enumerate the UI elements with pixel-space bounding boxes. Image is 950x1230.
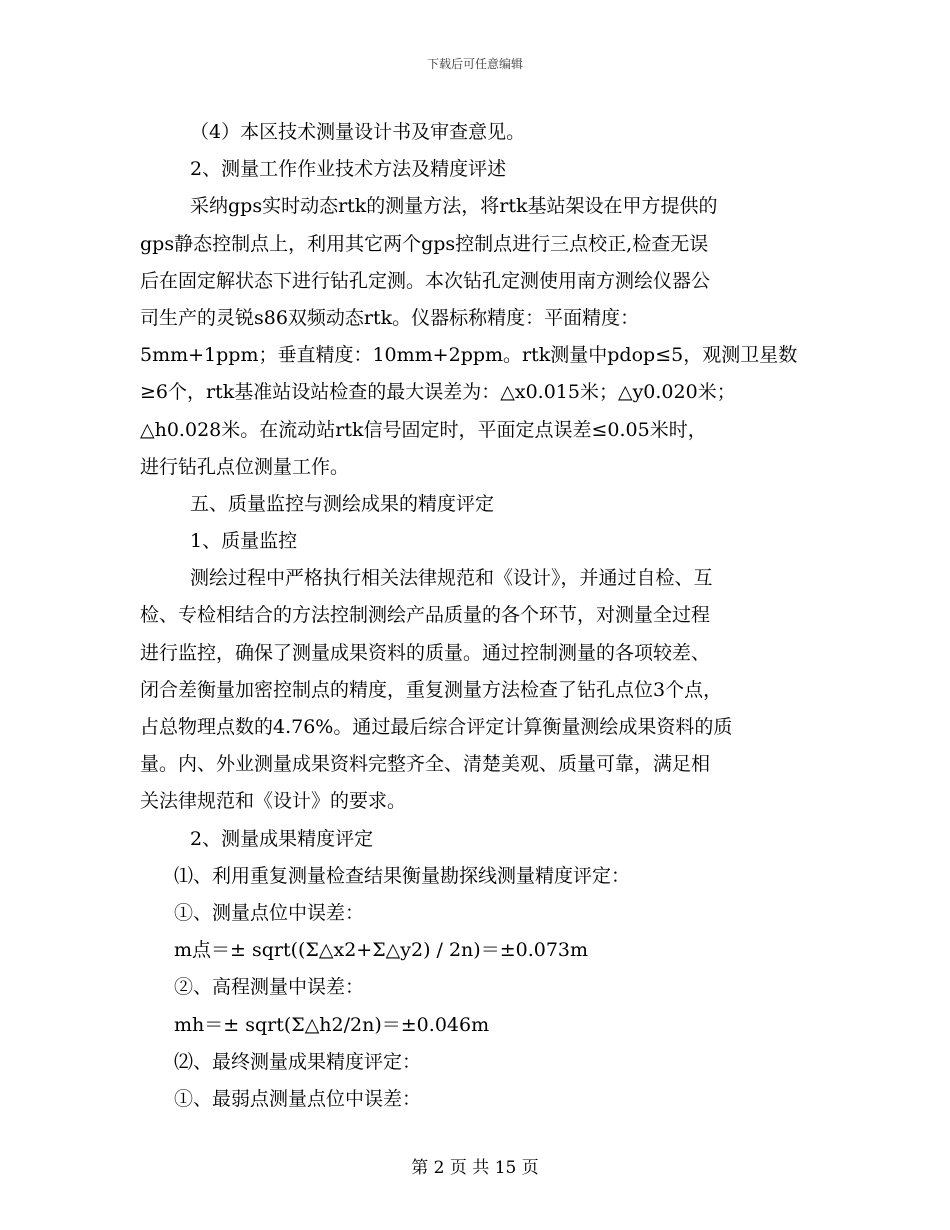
document-body [140,114,820,1118]
section-heading-2: 2、测量工作作业技术方法及精度评述 [190,158,507,181]
paragraph-line: 进行钻孔点位测量工作。 [140,455,350,478]
list-item: ⑴、利用重复测量检查结果衡量勘探线测量精度评定： [174,864,631,887]
list-item: ⑵、最终测量成果精度评定： [174,1050,422,1073]
paragraph-line: 测绘过程中严格执行相关法律规范和《设计》，并通过自检、互 [190,567,713,590]
page-number-footer: 第 2 页 共 15 页 [411,1158,539,1178]
paragraph-line: ≥6个，rtk基准站设站检查的最大误差为：△x0.015米；△y0.020米； [140,381,736,404]
paragraph-line: 5mm+1ppm；垂直精度：10mm+2ppm。rtk测量中pdop≤5，观测卫星数 [140,344,798,367]
paragraph-line: gps静态控制点上，利用其它两个gps控制点进行三点校正,检查无误 [140,232,709,255]
paragraph-line: 检、专检相结合的方法控制测绘产品质量的各个环节，对测量全过程 [140,604,711,627]
text-line-1: （4）本区技术测量设计书及审查意见。 [190,121,526,143]
list-item: ①、最弱点测量点位中误差： [174,1087,422,1110]
paragraph-line: 采纳gps实时动态rtk的测量方法，将rtk基站架设在甲方提供的 [190,195,718,218]
section-heading-5: 五、质量监控与测绘成果的精度评定 [190,492,495,515]
paragraph-line: 占总物理点数的4.76%。通过最后综合评定计算衡量测绘成果资料的质 [140,716,733,738]
paragraph-line: 司生产的灵锐s86双频动态rtk。仪器标称精度：平面精度： [140,306,640,329]
page-header: 下载后可任意编辑 [426,57,523,71]
formula-line: mh＝± sqrt(Σ△h2/2n)＝±0.046m [174,1013,490,1036]
paragraph-line: 闭合差衡量加密控制点的精度，重复测量方法检查了钻孔点位3个点， [140,678,723,701]
list-item: ②、高程测量中误差： [174,976,365,999]
paragraph-line: 关法律规范和《设计》的要求。 [140,790,407,813]
formula-line: m点＝± sqrt((Σ△x2+Σ△y2) / 2n)＝±0.073m [174,939,589,962]
paragraph-line: 量。内、外业测量成果资料完整齐全、清楚美观、质量可靠，满足相 [140,753,711,776]
list-item: ①、测量点位中误差： [174,901,365,924]
paragraph-line: 进行监控，确保了测量成果资料的质量。通过控制测量的各项较差、 [140,641,711,664]
paragraph-line: 后在固定解状态下进行钻孔定测。本次钻孔定测使用南方测绘仪器公 [140,269,711,292]
subsection-heading: 1、质量监控 [190,530,298,553]
subsection-heading: 2、测量成果精度评定 [190,827,374,850]
paragraph-line: △h0.028米。在流动站rtk信号固定时，平面定点误差≤0.05米时， [140,418,707,441]
